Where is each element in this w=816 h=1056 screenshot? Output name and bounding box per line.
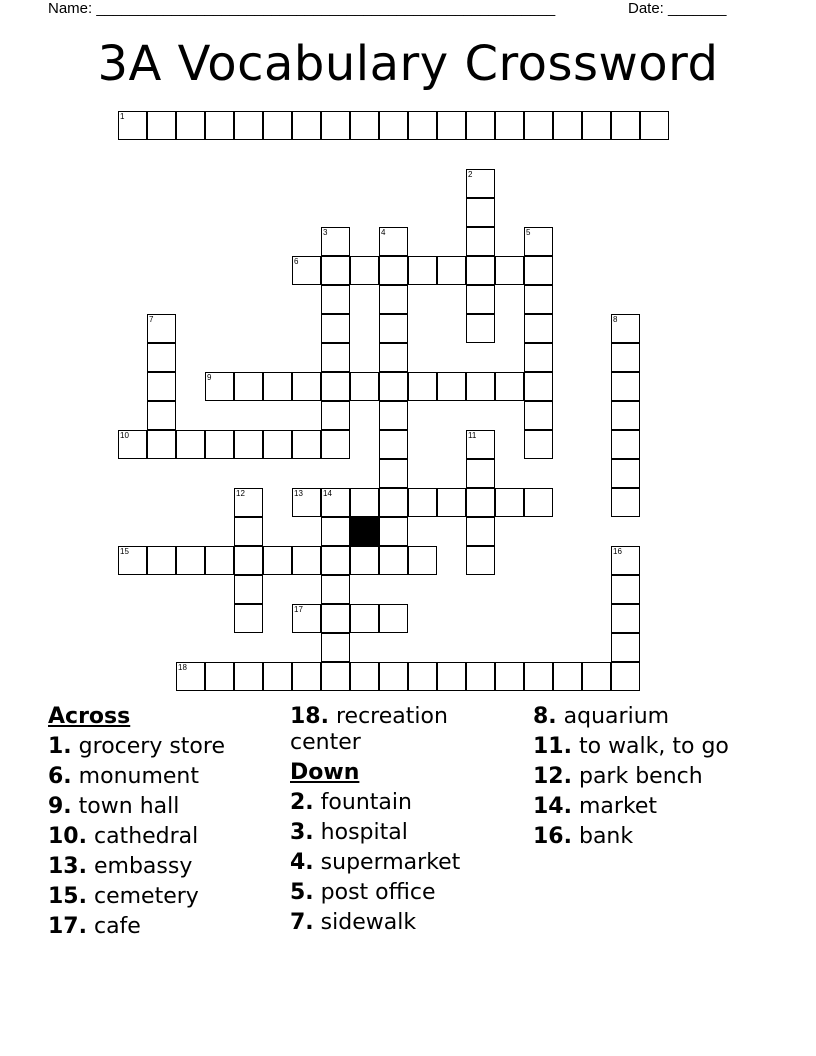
grid-cell[interactable] [466,111,495,140]
down-clue-12: 12. park bench [533,764,703,789]
grid-cell[interactable] [611,343,640,372]
grid-cell[interactable] [234,604,263,633]
grid-cell[interactable] [147,372,176,401]
grid-cell[interactable] [379,604,408,633]
grid-cell[interactable] [611,488,640,517]
grid-cell[interactable] [205,372,234,401]
clue-column-1 [48,702,283,942]
grid-cell[interactable] [234,111,263,140]
clue-number-15: 15 [120,547,129,556]
grid-cell[interactable] [466,459,495,488]
grid-cell[interactable] [466,198,495,227]
clue-column-2 [290,704,490,756]
grid-cell[interactable] [524,372,553,401]
grid-cell[interactable] [176,111,205,140]
grid-cell[interactable] [466,488,495,517]
down-heading: Down [290,760,360,785]
grid-cell[interactable] [466,285,495,314]
grid-cell[interactable] [408,662,437,691]
down-clue-11: 11. to walk, to go [533,734,729,759]
grid-cell[interactable] [408,372,437,401]
clue-number-9: 9 [207,373,212,382]
down-clue-4: 4. supermarket [290,850,461,875]
grid-cell[interactable] [495,372,524,401]
grid-cell[interactable] [524,488,553,517]
grid-cell[interactable] [466,430,495,459]
across-clue-1: 1. grocery store [48,734,225,759]
grid-cell[interactable] [466,662,495,691]
clue-number-2: 2 [468,170,473,179]
grid-cell[interactable] [118,111,147,140]
grid-cell[interactable] [466,517,495,546]
grid-cell[interactable] [466,227,495,256]
grid-cell[interactable] [321,662,350,691]
clue-number-6: 6 [294,257,299,266]
grid-cell[interactable] [234,575,263,604]
grid-cell[interactable] [379,372,408,401]
grid-cell[interactable] [611,111,640,140]
down-clue-14: 14. market [533,794,658,819]
grid-cell[interactable] [379,314,408,343]
grid-cell[interactable] [350,111,379,140]
grid-cell[interactable] [350,488,379,517]
clue-number-10: 10 [120,431,129,440]
grid-cell[interactable] [495,488,524,517]
grid-cell[interactable] [321,517,350,546]
grid-cell[interactable] [234,517,263,546]
grid-cell[interactable] [466,256,495,285]
grid-cell[interactable] [379,662,408,691]
date-field-label[interactable]: Date: _______ [628,0,727,17]
grid-cell[interactable] [205,546,234,575]
grid-cell[interactable] [205,111,234,140]
grid-cell[interactable] [582,111,611,140]
clue-column-3 [533,702,803,852]
grid-cell[interactable] [147,111,176,140]
grid-cell[interactable] [611,430,640,459]
clue-number-16: 16 [613,547,622,556]
grid-cell[interactable] [611,314,640,343]
grid-cell[interactable] [611,401,640,430]
clue-number-17: 17 [294,605,303,614]
grid-cell[interactable] [611,372,640,401]
grid-cell[interactable] [321,430,350,459]
grid-cell[interactable] [176,546,205,575]
grid-cell[interactable] [321,111,350,140]
grid-cell[interactable] [408,111,437,140]
clue-number-11: 11 [468,431,477,440]
grid-cell[interactable] [292,488,321,517]
grid-cell[interactable] [379,256,408,285]
clue-column-2b [290,758,525,938]
grid-cell[interactable] [495,256,524,285]
grid-cell[interactable] [321,343,350,372]
grid-cell[interactable] [524,401,553,430]
grid-cell[interactable] [553,111,582,140]
grid-cell[interactable] [611,662,640,691]
grid-cell[interactable] [292,604,321,633]
grid-cell[interactable] [379,285,408,314]
grid-cell[interactable] [524,256,553,285]
grid-cell[interactable] [379,227,408,256]
grid-cell[interactable] [611,633,640,662]
grid-cell[interactable] [234,662,263,691]
across-clue-6: 6. monument [48,764,199,789]
grid-cell[interactable] [437,256,466,285]
grid-cell[interactable] [263,546,292,575]
grid-cell[interactable] [321,633,350,662]
grid-cell[interactable] [350,256,379,285]
grid-cell[interactable] [263,662,292,691]
grid-cell[interactable] [379,488,408,517]
grid-cell[interactable] [379,517,408,546]
grid-cell[interactable] [234,546,263,575]
down-clue-3: 3. hospital [290,820,408,845]
grid-cell[interactable] [466,169,495,198]
grid-cell[interactable] [611,604,640,633]
across-clue-15: 15. cemetery [48,884,199,909]
grid-cell[interactable] [321,401,350,430]
grid-cell[interactable] [205,662,234,691]
grid-cell[interactable] [321,604,350,633]
grid-cell[interactable] [437,662,466,691]
grid-cell[interactable] [466,372,495,401]
clue-number-14: 14 [323,489,332,498]
grid-cell[interactable] [524,430,553,459]
down-clue-16: 16. bank [533,824,634,849]
grid-cell[interactable] [321,546,350,575]
grid-cell[interactable] [147,430,176,459]
across-heading: Across [48,704,131,729]
grid-cell[interactable] [321,314,350,343]
grid-cell[interactable] [205,430,234,459]
grid-cell[interactable] [379,343,408,372]
grid-cell[interactable] [118,430,147,459]
across-clue-9: 9. town hall [48,794,180,819]
grid-cell[interactable] [118,546,147,575]
name-field-label[interactable]: Name: _______________________________________________________ [48,0,556,17]
page-title: 3A Vocabulary Crossword [97,36,719,92]
grid-cell[interactable] [147,546,176,575]
clue-number-8: 8 [613,315,618,324]
grid-cell[interactable] [379,459,408,488]
grid-cell[interactable] [524,285,553,314]
grid-cell[interactable] [350,372,379,401]
clue-number-5: 5 [526,228,531,237]
grid-cell[interactable] [495,662,524,691]
grid-cell[interactable] [147,343,176,372]
grid-cell[interactable] [292,372,321,401]
grid-cell[interactable] [408,546,437,575]
grid-cell[interactable] [321,372,350,401]
across-clue-10: 10. cathedral [48,824,199,849]
clue-number-4: 4 [381,228,386,237]
grid-cell[interactable] [524,314,553,343]
grid-cell[interactable] [321,488,350,517]
grid-cell[interactable] [495,111,524,140]
grid-cell[interactable] [379,111,408,140]
grid-cell[interactable] [350,546,379,575]
grid-cell[interactable] [263,430,292,459]
grid-cell[interactable] [524,662,553,691]
clue-number-7: 7 [149,315,154,324]
grid-cell[interactable] [466,546,495,575]
clue-number-13: 13 [294,489,303,498]
grid-cell[interactable] [263,372,292,401]
grid-cell[interactable] [437,488,466,517]
grid-cell[interactable] [292,662,321,691]
grid-cell[interactable] [147,401,176,430]
clue-number-1: 1 [120,112,125,121]
grid-cell[interactable] [640,111,669,140]
clue-number-12: 12 [236,489,245,498]
grid-cell[interactable] [611,459,640,488]
across-clue-18: 18. recreation center [290,704,448,755]
across-clue-13: 13. embassy [48,854,193,879]
grid-cell[interactable] [408,488,437,517]
grid-cell[interactable] [350,604,379,633]
grid-cell[interactable] [321,575,350,604]
grid-cell[interactable] [437,372,466,401]
grid-cell[interactable] [263,111,292,140]
grid-cell[interactable] [379,546,408,575]
down-clue-8: 8. aquarium [533,704,670,729]
grid-cell[interactable] [350,662,379,691]
grid-cell[interactable] [292,546,321,575]
grid-cell[interactable] [292,256,321,285]
grid-cell[interactable] [524,343,553,372]
grid-cell[interactable] [321,285,350,314]
grid-cell[interactable] [321,227,350,256]
grid-cell[interactable] [147,314,176,343]
grid-cell[interactable] [379,430,408,459]
grid-block [350,517,379,546]
grid-cell[interactable] [234,372,263,401]
down-clue-2: 2. fountain [290,790,412,815]
clue-number-3: 3 [323,228,328,237]
grid-cell[interactable] [611,546,640,575]
grid-cell[interactable] [466,314,495,343]
grid-cell[interactable] [234,430,263,459]
grid-cell[interactable] [379,401,408,430]
grid-cell[interactable] [176,430,205,459]
across-clue-17: 17. cafe [48,914,141,939]
grid-cell[interactable] [234,488,263,517]
grid-cell[interactable] [176,662,205,691]
grid-cell[interactable] [524,227,553,256]
clue-number-18: 18 [178,663,187,672]
grid-cell[interactable] [292,111,321,140]
grid-cell[interactable] [611,575,640,604]
down-clue-7: 7. sidewalk [290,910,417,935]
down-clue-5: 5. post office [290,880,436,905]
grid-cell[interactable] [582,662,611,691]
grid-cell[interactable] [408,256,437,285]
grid-cell[interactable] [524,111,553,140]
grid-cell[interactable] [321,256,350,285]
grid-cell[interactable] [437,111,466,140]
grid-cell[interactable] [292,430,321,459]
grid-cell[interactable] [553,662,582,691]
